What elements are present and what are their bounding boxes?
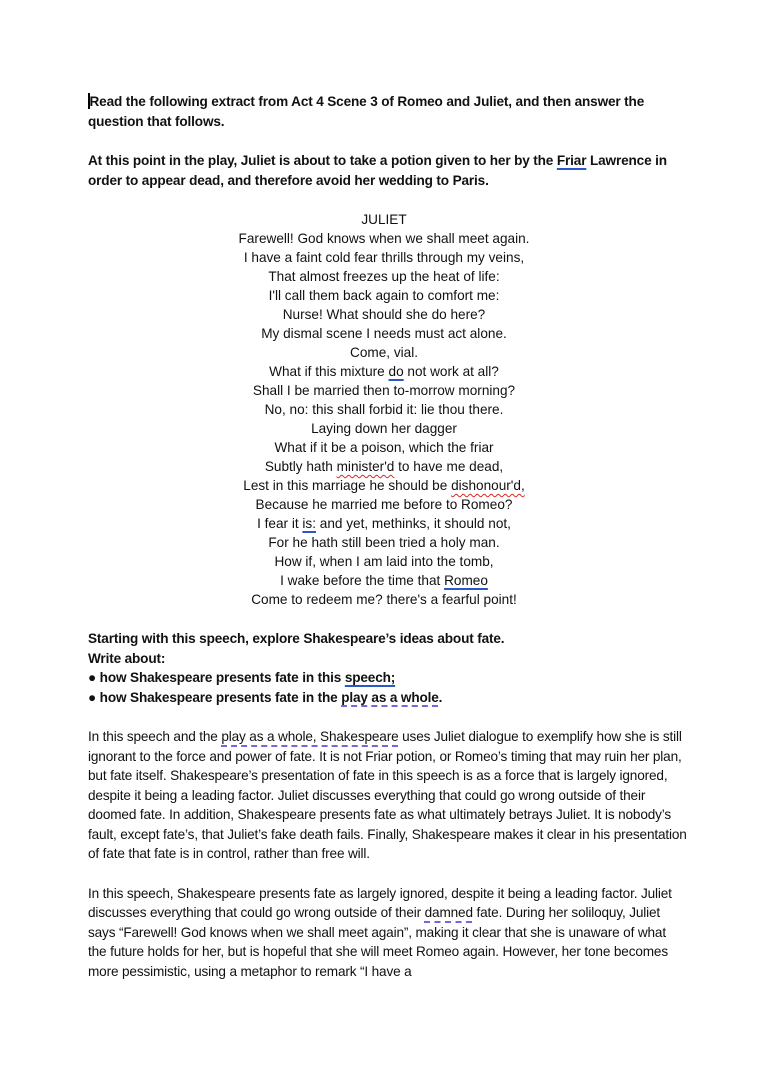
speech-line: Come to redeem me? there's a fearful point!: [251, 592, 517, 607]
spelling-flag[interactable]: dishonour'd,: [451, 478, 525, 493]
speech-line: That almost freezes up the heat of life:: [268, 269, 500, 284]
answer-paragraph: In this speech and the play as a whole, Shakespeare uses Juliet dialogue to exemplify how she is still ignorant to the force and power of fate. It is not Friar potion, or Romeo’s timing that may ruin her plan, but fate itself. Shakespeare’s presentation of fate in this speech is as a force that is largely ignored, despite it being a leading factor. Juliet discusses everything that could go wrong outside of their doomed fate. In addition, Shakespeare presents fate as what ultimately betrays Juliet. It is nobody’s fault, except fate’s, that Juliet’s fake death fails. Finally, Shakespeare makes it clear in his presentation of fate that fate is in control, rather than free will.: [88, 729, 687, 861]
grammar-flag[interactable]: Romeo: [444, 573, 488, 588]
grammar-flag[interactable]: speech;: [344, 670, 396, 685]
speech-line: Nurse! What should she do here?: [282, 307, 486, 322]
speech-line: Farewell! God knows when we shall meet again.: [238, 231, 530, 246]
grammar-flag[interactable]: is:: [302, 516, 316, 531]
speech-line: I'll call them back again to comfort me:: [268, 288, 500, 303]
style-flag[interactable]: damned: [424, 905, 473, 920]
speech-line: For he hath still been tried a holy man.: [268, 535, 500, 550]
speech-line: What if it be a poison, which the friar: [274, 440, 494, 455]
write-about-label: Write about:: [88, 650, 166, 666]
instructions-paragraph: Read the following extract from Act 4 Scene 3 of Romeo and Juliet, and then answer the question that follows.: [88, 94, 645, 129]
question-bullet: ● how Shakespeare presents fate in the play as a whole.: [88, 689, 443, 705]
speech-line: No, no: this shall forbid it: lie thou there.: [264, 402, 504, 417]
context-paragraph: At this point in the play, Juliet is about to take a potion given to her by the Friar Lawrence in order to appear dead, and therefore avoid her wedding to Paris.: [88, 153, 667, 188]
style-flag[interactable]: play as a whole, Shakespeare: [221, 729, 399, 744]
speech-line: My dismal scene I needs must act alone.: [261, 326, 507, 341]
speech-line: Come, vial.: [350, 345, 418, 360]
grammar-flag[interactable]: do: [388, 364, 404, 379]
speech-line: Lest in this marriage he should be dishonour'd,: [243, 478, 525, 493]
speech-line: What if this mixture do not work at all?: [269, 364, 499, 379]
question-bullet: ● how Shakespeare presents fate in this speech;: [88, 670, 396, 685]
document-page[interactable]: [88, 92, 688, 981]
grammar-flag[interactable]: Friar: [556, 153, 587, 168]
stage-direction: Laying down her dagger: [311, 421, 457, 436]
speech-line: Because he married me before to Romeo?: [255, 497, 513, 512]
answer-paragraph: In this speech, Shakespeare presents fate as largely ignored, despite it being a leading factor. Juliet discusses everything that could go wrong outside of their damned fate. During her soliloquy, Juliet says “Farewell! God knows when we shall meet again”, making it clear that she is unaware of what the future holds for her, but is hopeful that she will meet Romeo again. However, her tone becomes more pessimistic, using a metaphor to remark “I have a: [88, 885, 672, 979]
speech-line: Shall I be married then to-morrow morning?: [252, 383, 516, 398]
extract-speech: [88, 210, 680, 609]
speech-line: I wake before the time that Romeo: [280, 573, 488, 588]
speech-line: Subtly hath minister'd to have me dead,: [264, 459, 504, 474]
spelling-flag[interactable]: minister'd: [336, 459, 395, 474]
speech-line: I have a faint cold fear thrills through my veins,: [243, 250, 525, 265]
speech-line: How if, when I am laid into the tomb,: [274, 554, 494, 569]
question-prompt: Starting with this speech, explore Shakespeare’s ideas about fate.: [88, 631, 505, 646]
style-flag[interactable]: play as a whole: [341, 689, 439, 705]
speaker-name: JULIET: [361, 212, 407, 227]
speech-line: I fear it is: and yet, methinks, it should not,: [257, 516, 511, 531]
